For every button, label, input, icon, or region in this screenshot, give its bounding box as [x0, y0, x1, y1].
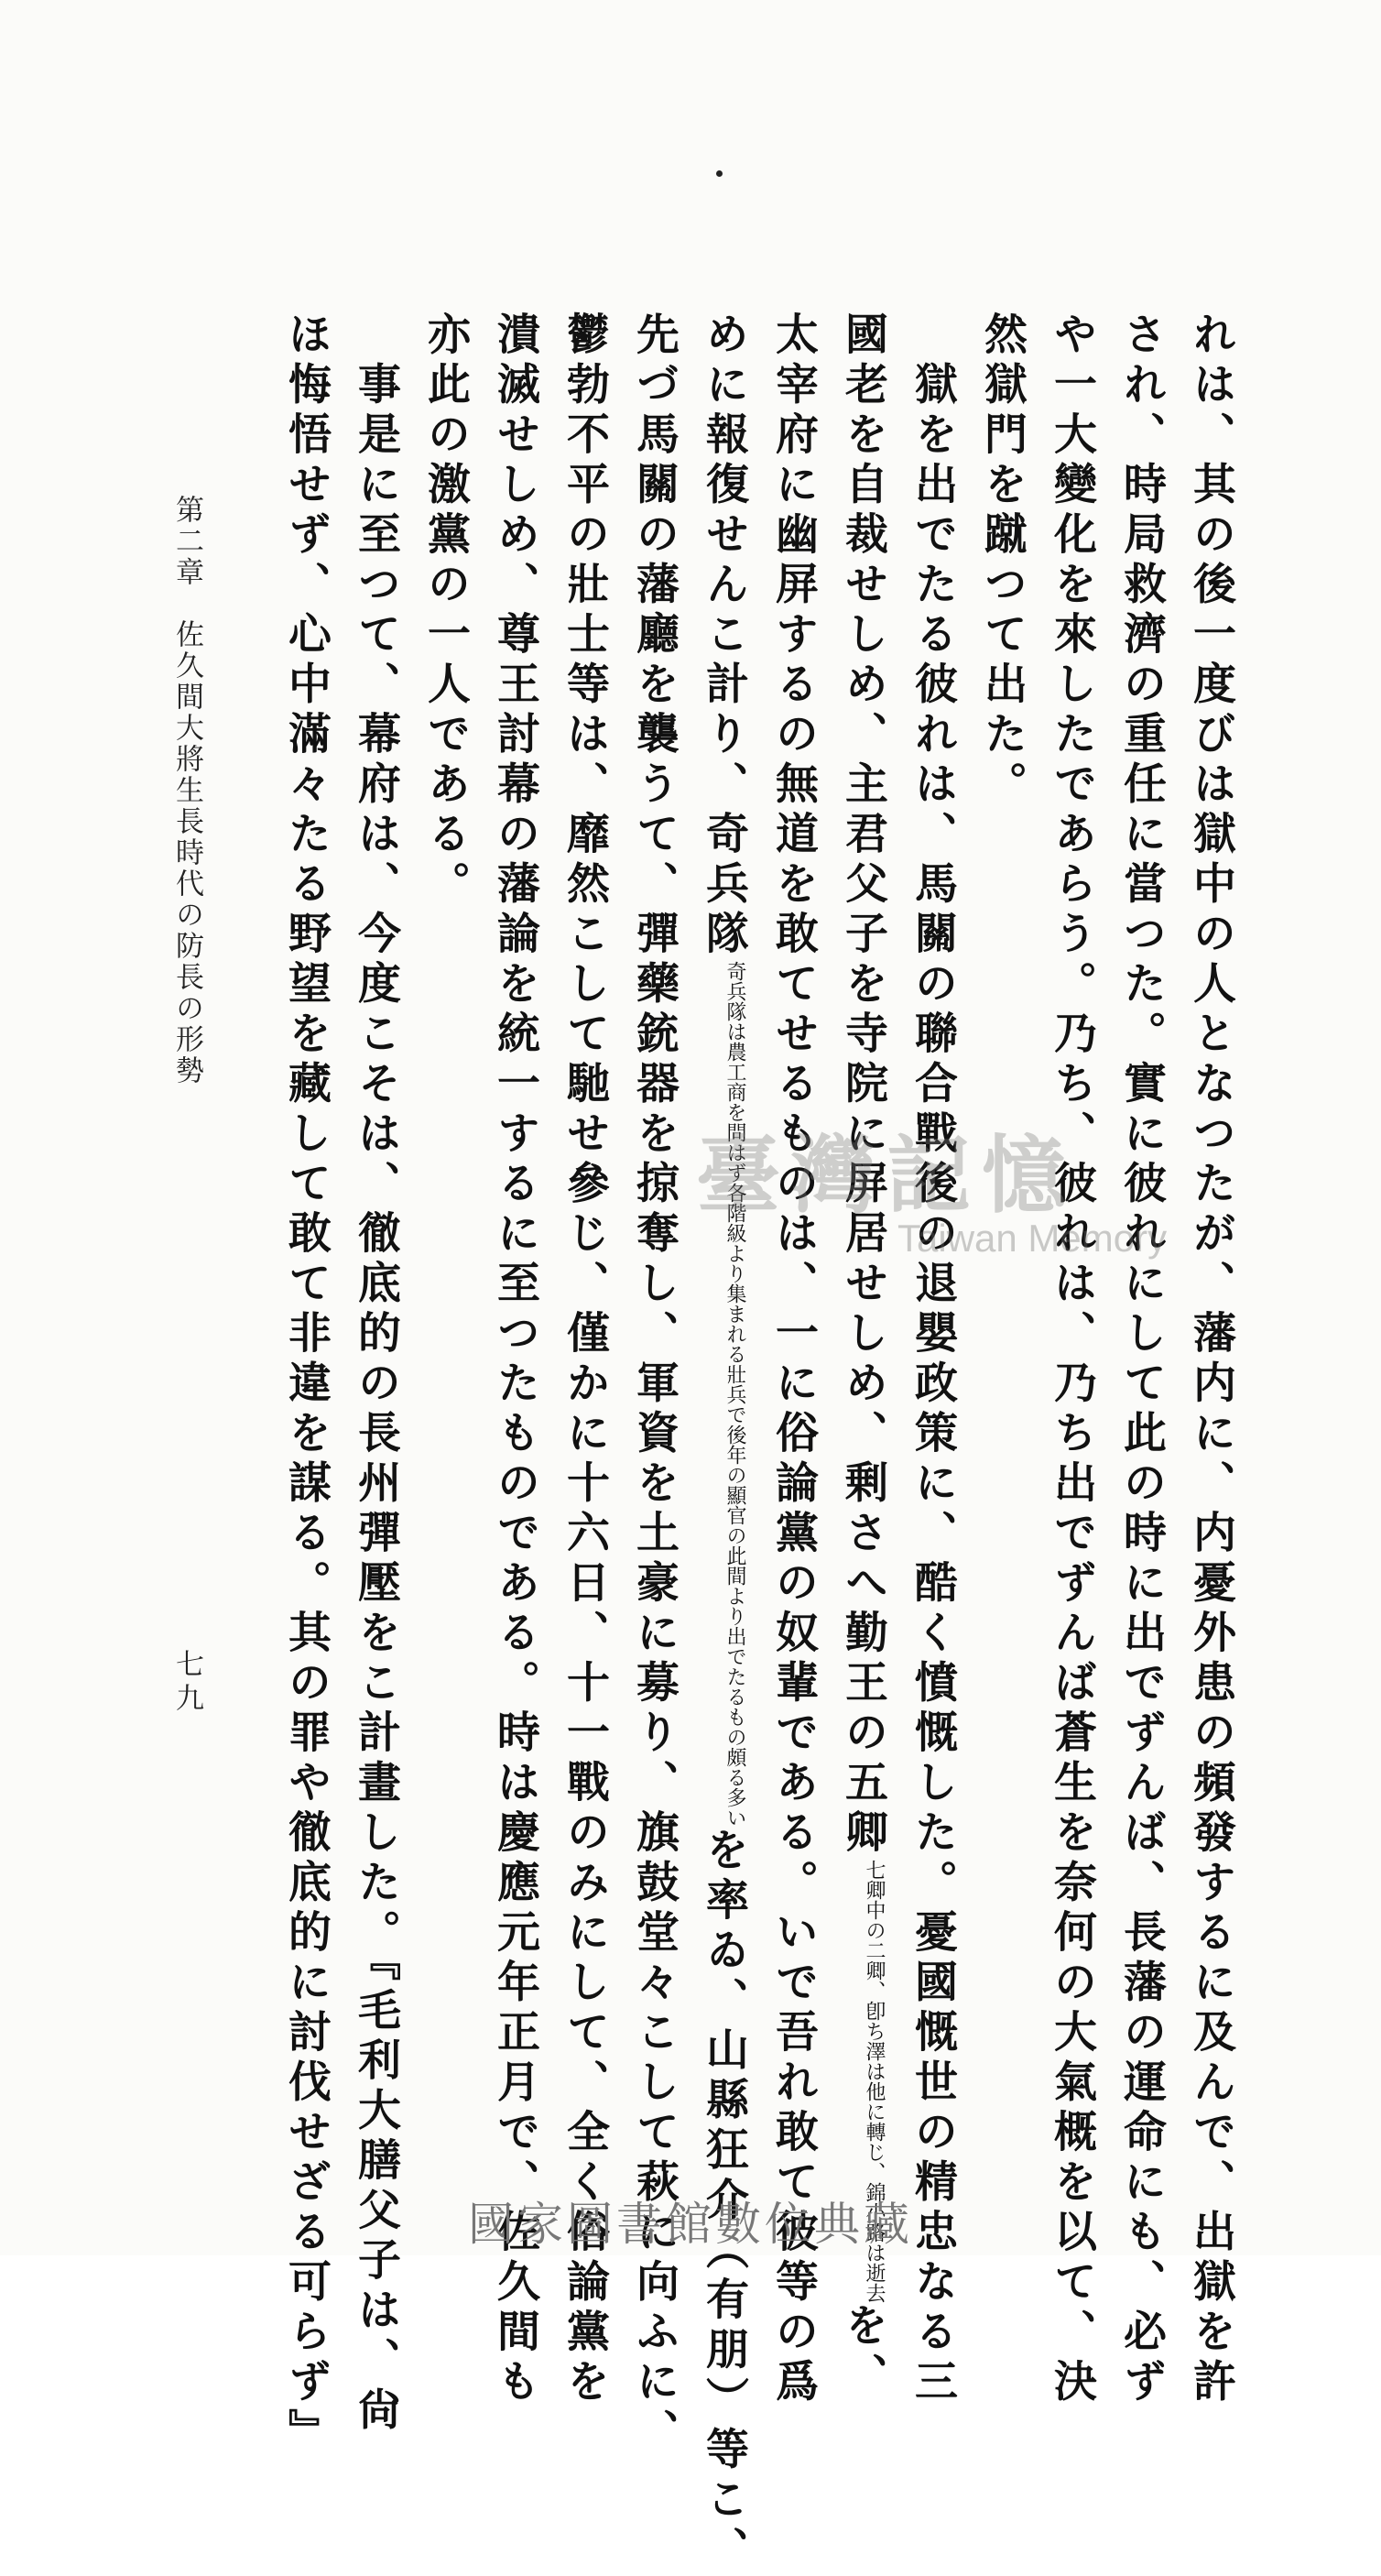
page-number: 七九: [167, 1649, 208, 1717]
text-column-2: され、時局救濟の重任に當つた。實に彼れにして此の時に出でずんば、長藩の運命にも、必ず: [1108, 311, 1174, 2134]
column-6-end: を、: [838, 2303, 888, 2403]
text-column-12: 亦此の激黨の一人である。: [412, 311, 478, 2134]
column-6-text: 國老を自裁せしめ、主君父子を寺院に屏居せしめ、: [838, 311, 888, 1460]
text-column-13: 事是に至つて、幕府は、今度こそは、徹底的の長州彈壓をこ計畫した。『毛利大膳父子は、尙: [343, 311, 408, 2134]
watermark-title: 臺灣記憶: [696, 1108, 1077, 1229]
text-column-11: 潰滅せしめ、尊王討幕の藩論を統一するに至つたものである。時は慶應元年正月で、佐久間も: [482, 311, 548, 2134]
text-column-10: 鬱勃不平の壯士等は、靡然こして馳せ參じ、僅かに十六日、十一戰のみにして、全く俗論黨を: [551, 311, 617, 2134]
column-6-tail: 剰さへ勤王の五卿: [838, 1460, 888, 1860]
text-column-5: 獄を出でたる彼れは、馬關の聯合戰後の退嬰政策に、酷く憤慨した。憂國慨世の精忠なる三: [899, 311, 965, 2134]
page-mark: [716, 170, 723, 177]
text-column-3: や一大變化を來したであらう。乃ち、彼れは、乃ち出でずんば蒼生を奈何の大氣概を以て、決: [1038, 311, 1104, 2134]
watermark: [696, 1108, 1172, 1273]
watermark-subtitle: Taiwan Memory: [897, 1217, 1167, 1261]
text-column-14: ほ悔悟せず、心中滿々たる野望を藏して敢て非違を謀る。其の罪や徹底的に討伐せざる可らず』: [273, 311, 339, 2134]
column-8-note: 奇兵隊は農工商を問はず各階級より集まれる壯兵で後年の顯官の此間より出でたるもの頗る多い: [723, 961, 746, 1828]
footer-stamp: 國家圖書館數位典藏: [0, 2188, 1381, 2254]
text-column-1: れは、其の後一度びは獄中の人となつたが、藩内に、内憂外患の頻發するに及んで、出獄を許: [1178, 311, 1244, 2134]
text-column-4: 然獄門を蹴つて出た。: [969, 311, 1035, 2134]
text-column-9: 先づ馬關の藩廳を襲うて、彈藥銃器を掠奪し、軍資を土豪に募り、旗鼓堂々こして萩に向ふに、: [621, 311, 687, 2134]
running-head: 第二章 佐久間大將生長時代の防長の形勢: [167, 495, 208, 1086]
text-column-7: 太宰府に幽屏するの無道を敢てせるものは、一に俗論黨の奴輩である。いで吾れ敢て彼等の爲: [760, 311, 826, 2134]
column-8-end: を率ゐ、山縣狂介（有朋）等こ、: [699, 1828, 749, 2576]
column-6-note: 七卿中の二卿、卽ち澤は他に轉じ、錦小路は逝去: [862, 1860, 886, 2303]
column-8-text: めに報復せんこ計り、奇兵隊: [699, 311, 749, 961]
